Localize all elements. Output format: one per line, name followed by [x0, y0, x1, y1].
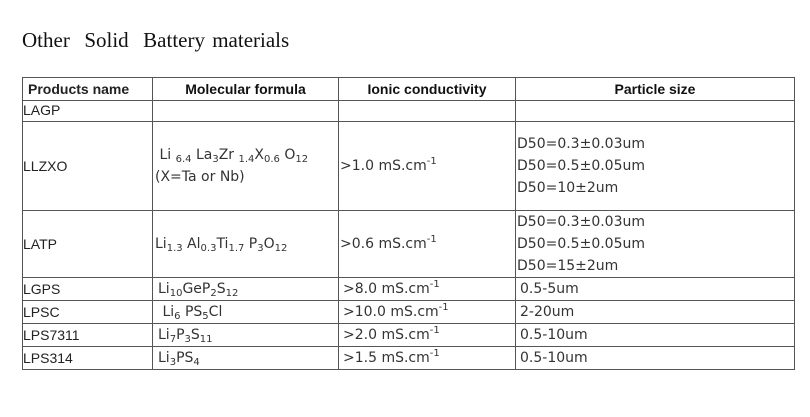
particle-size [516, 211, 795, 278]
header-molecular-formula: Molecular formula [153, 78, 339, 101]
particle-size-line: D50=10±2um [517, 180, 619, 196]
molecular-formula [153, 122, 339, 211]
molecular-formula: $Li_{1.3}$ $Al_{0.3}Ti_{1.7}$ $P_3O_{12}$ [153, 211, 339, 278]
product-name: LPS7311 [23, 324, 153, 347]
molecular-formula: $Li_3PS_4$ [153, 347, 339, 370]
particle-size: 0.5-10um [516, 324, 795, 347]
particle-size-line: D50=0.5±0.05um [517, 236, 646, 252]
product-name: LATP [23, 211, 153, 278]
ionic-conductivity: >1.0 $mS.cm^{-1}$ [339, 122, 516, 211]
table-row [23, 301, 795, 324]
table-row [23, 101, 795, 122]
product-name: LGPS [23, 278, 153, 301]
particle-size [516, 101, 795, 122]
particle-size-line: D50=15±2um [517, 258, 619, 274]
conductivity-value: >2.0 mS.cm [343, 327, 430, 343]
molecular-formula: $Li_{10}GeP_2S_{12}$ [153, 278, 339, 301]
table-header-row [23, 78, 795, 101]
particle-size-line: D50=0.3±0.03um [517, 214, 646, 230]
conductivity-value: >10.0 mS.cm [343, 304, 439, 320]
particle-size [516, 122, 795, 211]
table-row [23, 122, 795, 211]
particle-size: 0.5-10um [516, 347, 795, 370]
table-row [23, 278, 795, 301]
particle-size: 0.5-5um [516, 278, 795, 301]
header-ionic-conductivity: Ionic conductivity [339, 78, 516, 101]
table-row [23, 324, 795, 347]
conductivity-value: >1.0 mS.cm [340, 158, 427, 174]
table-row [23, 211, 795, 278]
formula-line-2: (X=Ta or Nb) [155, 169, 245, 185]
ionic-conductivity: >8.0 $mS.cm^{-1}$ [339, 278, 516, 301]
ionic-conductivity: >2.0 $mS.cm^{-1}$ [339, 324, 516, 347]
particle-size: 2-20um [516, 301, 795, 324]
particle-size-line: D50=0.5±0.05um [517, 158, 646, 174]
materials-table [22, 77, 795, 370]
molecular-formula [153, 101, 339, 122]
product-name: LAGP [23, 101, 153, 122]
particle-size-line: D50=0.3±0.03um [517, 136, 646, 152]
molecular-formula: $Li_7P_3S_{11}$ [153, 324, 339, 347]
conductivity-value: >0.6 mS.cm [340, 236, 427, 252]
ionic-conductivity: >10.0 $mS.cm^{-1}$ [339, 301, 516, 324]
molecular-formula: $Li_6$ $PS_5Cl$ [153, 301, 339, 324]
product-name: LLZXO [23, 122, 153, 211]
product-name: LPSC [23, 301, 153, 324]
formula-line-1: Li $_{6.4}$ $La_3Zr$ $_{1.4}X_{0.6}$ $O_{12}$ [155, 147, 309, 165]
ionic-conductivity: >1.5 $mS.cm^{-1}$ [339, 347, 516, 370]
header-particle-size: Particle size [516, 78, 795, 101]
page-title: Other Solid Battery materials [22, 28, 290, 52]
table-row [23, 347, 795, 370]
ionic-conductivity [339, 101, 516, 122]
ionic-conductivity: >0.6 $mS.cm^{-1}$ [339, 211, 516, 278]
product-name: LPS314 [23, 347, 153, 370]
conductivity-value: >1.5 mS.cm [343, 350, 430, 366]
header-products-name: Products name [23, 78, 153, 101]
conductivity-value: >8.0 mS.cm [343, 281, 430, 297]
